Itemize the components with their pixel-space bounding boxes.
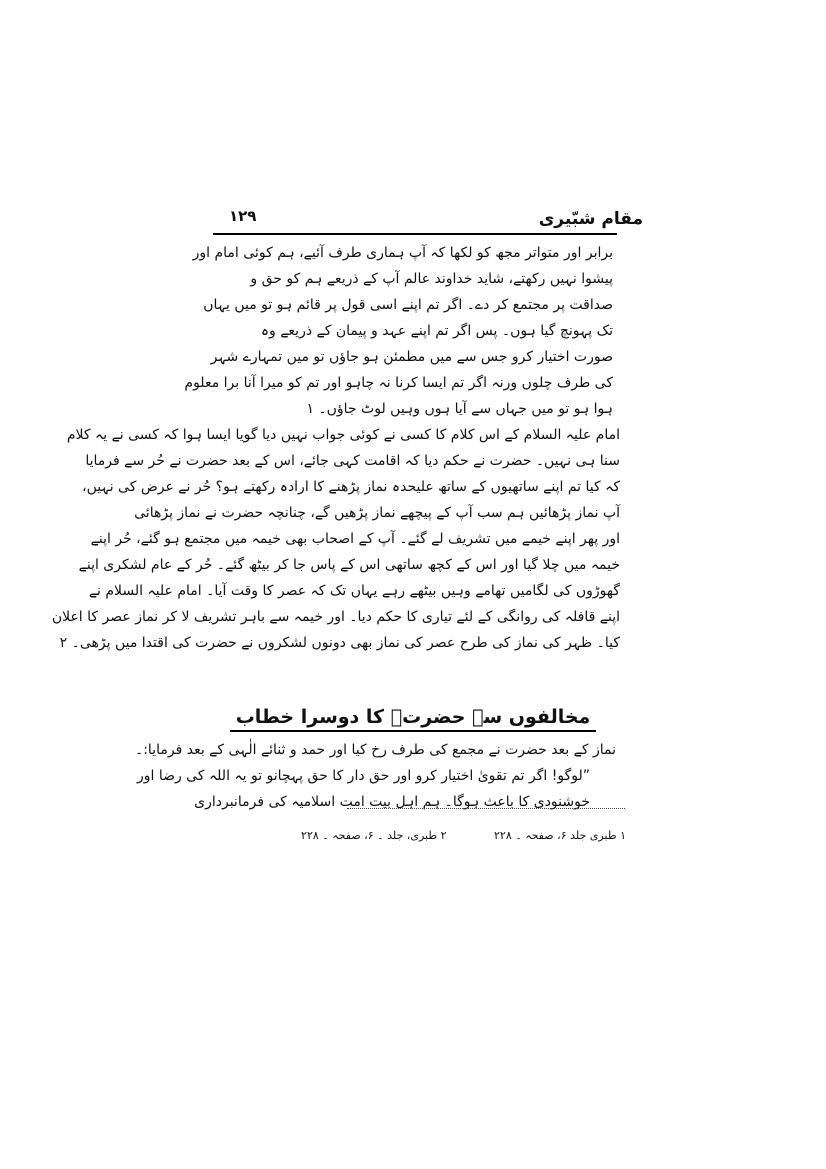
quote-line: تک پہونچ گیا ہوں۔ پس اگر تم اپنے عہد و پیمان کے ذریعے وہ xyxy=(260,323,613,339)
quoted-letter-block xyxy=(184,240,613,422)
quote-line: صداقت پر مجتمع کر دے۔ اگر تم اپنے اسی قول پر قائم ہو تو میں یہاں xyxy=(203,297,613,313)
quote-line: پیشوا نہیں رکھتے، شاید خداوند عالم آپ کے ذریعے ہم کو حق و xyxy=(250,271,613,287)
section-heading xyxy=(0,706,826,728)
header-rule xyxy=(213,233,617,235)
body-line: امام علیہ السلام کے اس کلام کا کسی نے کوئی جواب نہیں دیا گویا ایسا ہوا کہ کسی نے یہ کلام xyxy=(66,427,620,443)
body-line: خیمہ میں چلا گیا اور اس کے کچھ ساتھی اس کے پاس جا کر بیٹھ گئے۔ حُر کے عام لشکری اپنے xyxy=(78,557,620,573)
body-paragraph xyxy=(51,422,620,656)
sermon-line: خوشنودی کا باعث ہوگا۔ ہم اہل بیت امت اسلامیہ کی فرمانبرداری xyxy=(194,794,590,810)
quote-line: صورت اختیار کرو جس سے میں مطمئن ہو جاؤں تو میں تمہارے شہر xyxy=(210,349,613,365)
sermon-line: نماز کے بعد حضرت نے مجمع کی طرف رخ کیا اور حمد و ثنائے الٰہی کے بعد فرمایا:۔ xyxy=(135,742,616,758)
body-line: گھوڑوں کی لگامیں تھامے وہیں بیٹھے رہے یہاں تک کہ عصر کا وقت آیا۔ امام علیہ السلام نے xyxy=(88,583,620,599)
section-heading-text: مخالفوں سے حضرتؑ کا دوسرا خطاب xyxy=(230,706,597,732)
footnotes xyxy=(257,829,626,842)
body-line: اور پھر اپنے خیمے میں تشریف لے گئے۔ آپ کے اصحاب بھی خیمہ میں مجتمع ہو گئے، حُر اپنے xyxy=(90,531,620,547)
body-line: سنا ہی نہیں۔ حضرت نے حکم دیا کہ اقامت کہی جائے، اس کے بعد حضرت نے حُر سے فرمایا xyxy=(85,453,620,469)
quote-line: برابر اور متواتر مجھ کو لکھا کہ آپ ہماری طرف آئیے، ہم کوئی امام اور xyxy=(192,245,613,261)
body-line: کیا۔ ظہر کی نماز کی طرح عصر کی نماز بھی دونوں لشکروں نے حضرت کی اقتدا میں پڑھی۔ ۲ xyxy=(59,635,620,651)
body-line: اپنے قافلہ کی روانگی کے لئے تیاری کا حکم دیا۔ اور خیمہ سے باہر تشریف لا کر نماز عصر کا اعلان xyxy=(51,609,620,625)
footnote-separator xyxy=(347,808,625,809)
sermon-line: ”لوگو! اگر تم تقویٰ اختیار کرو اور حق دار کا حق پہچانو تو یہ اللہ کی رضا اور xyxy=(136,768,590,784)
quote-line: کی طرف چلوں ورنہ اگر تم ایسا کرنا نہ چاہو اور تم کو میرا آنا برا معلوم xyxy=(184,375,613,391)
footnote-2: ۲ طبری، جلد ۔ ۶، صفحہ ۔ ۲۲۸ xyxy=(301,829,447,842)
sermon-paragraph xyxy=(135,737,616,815)
running-header-title: مقام شبّیری xyxy=(538,209,643,229)
body-line: کہ کیا تم اپنے ساتھیوں کے ساتھ علیحدہ نماز پڑھنے کا ارادہ رکھتے ہو؟ حُر نے عرض کی نہیں، xyxy=(82,479,620,495)
quote-line: ہوا ہو تو میں جہاں سے آیا ہوں وہیں لوٹ جاؤں۔ ۱ xyxy=(306,401,613,417)
page-number: ۱۲۹ xyxy=(229,207,257,225)
body-line: آپ نماز پڑھائیں ہم سب آپ کے پیچھے نماز پڑھیں گے، چنانچہ حضرت نے نماز پڑھائی xyxy=(134,505,620,521)
footnote-1: ۱ طبری جلد ۶، صفحہ ۔ ۲۲۸ xyxy=(494,829,626,842)
